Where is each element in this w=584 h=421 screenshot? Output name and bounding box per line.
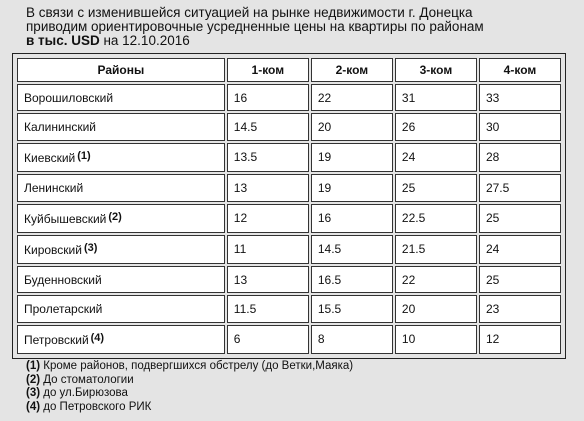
- table-row: [17, 143, 561, 172]
- price-cell: 24: [395, 143, 477, 172]
- footnote-item: [26, 401, 353, 415]
- header-4-room: 4-ком: [479, 58, 561, 82]
- price-cell: 11.5: [227, 295, 309, 322]
- district-cell: [17, 325, 225, 354]
- price-cell: 27.5: [479, 174, 561, 201]
- header-1-room: 1-ком: [227, 58, 309, 82]
- footnote-number: (2): [26, 373, 41, 386]
- price-cell: 19: [311, 143, 393, 172]
- price-cell: 11: [227, 235, 309, 264]
- district-cell: [17, 174, 225, 201]
- footnote-number: (1): [26, 360, 41, 372]
- district-name: Петровский: [24, 332, 89, 347]
- price-cell: 13: [227, 174, 309, 201]
- table-header-row: [17, 58, 561, 82]
- table-row: [17, 174, 561, 201]
- district-name: Куйбышевский: [24, 211, 107, 226]
- footnote-item: [26, 374, 353, 388]
- table-row: [17, 235, 561, 264]
- price-table: [15, 56, 563, 356]
- footnote-item: [26, 360, 353, 374]
- price-cell: 12: [227, 204, 309, 233]
- price-cell: 20: [395, 295, 477, 322]
- price-cell: 22: [395, 266, 477, 293]
- footnote-text: до Петровского РИК: [40, 400, 152, 413]
- footnotes: [26, 360, 353, 414]
- price-cell: 8: [311, 325, 393, 354]
- price-cell: 10: [395, 325, 477, 354]
- price-cell: 20: [311, 113, 393, 140]
- district-name: Киевский: [24, 150, 76, 165]
- district-name: Буденновский: [24, 272, 102, 287]
- table-row: [17, 325, 561, 354]
- district-cell: [17, 143, 225, 172]
- footnote-number: (3): [26, 387, 41, 399]
- price-cell: 24: [479, 235, 561, 264]
- table-row: [17, 266, 561, 293]
- price-cell: 13.5: [227, 143, 309, 172]
- header-3-room: 3-ком: [395, 58, 477, 82]
- price-cell: 23: [479, 295, 561, 322]
- footnote-number: (4): [26, 400, 41, 413]
- district-name: Кировский: [24, 242, 82, 257]
- price-cell: 13: [227, 266, 309, 293]
- intro-line-2: приводим ориентировочные усредненные цены на квартиры по районам: [26, 19, 484, 34]
- table-row: [17, 204, 561, 233]
- footnote-marker: (2): [108, 210, 122, 223]
- price-cell: 12: [479, 325, 561, 354]
- price-cell: 6: [227, 325, 309, 354]
- price-cell: 33: [479, 84, 561, 111]
- header-districts: Районы: [17, 58, 225, 82]
- price-table-frame: [12, 53, 566, 359]
- district-name: Ленинский: [24, 180, 84, 195]
- intro-text: [26, 6, 576, 48]
- footnote-item: [26, 387, 353, 401]
- table-row: [17, 295, 561, 322]
- price-cell: 25: [479, 204, 561, 233]
- price-cell: 16.5: [311, 266, 393, 293]
- price-cell: 21.5: [395, 235, 477, 264]
- district-cell: [17, 113, 225, 140]
- footnote-text: до ул.Бирюзова: [40, 387, 128, 399]
- district-name: Ворошиловский: [24, 90, 114, 105]
- price-cell: 30: [479, 113, 561, 140]
- price-cell: 19: [311, 174, 393, 201]
- price-cell: 22.5: [395, 204, 477, 233]
- table-row: [17, 84, 561, 111]
- price-cell: 25: [479, 266, 561, 293]
- intro-currency: в тыс. USD: [26, 33, 100, 48]
- header-2-room: 2-ком: [311, 58, 393, 82]
- price-cell: 26: [395, 113, 477, 140]
- table-row: [17, 113, 561, 140]
- intro-line-3: [26, 34, 576, 48]
- district-cell: [17, 266, 225, 293]
- footnote-text: До стоматологии: [40, 373, 134, 386]
- intro-line-1: В связи с изменившейся ситуацией на рынке недвижимости г. Донецка: [26, 5, 473, 20]
- district-cell: [17, 295, 225, 322]
- district-cell: [17, 204, 225, 233]
- price-cell: 14.5: [227, 113, 309, 140]
- district-cell: [17, 84, 225, 111]
- price-cell: 15.5: [311, 295, 393, 322]
- district-name: Пролетарский: [24, 302, 103, 317]
- district-cell: [17, 235, 225, 264]
- footnote-text: Кроме районов, подвергшихся обстрелу (до Ветки,Маяка): [40, 360, 354, 372]
- price-cell: 16: [311, 204, 393, 233]
- price-cell: 28: [479, 143, 561, 172]
- price-cell: 16: [227, 84, 309, 111]
- table-body: [17, 84, 561, 354]
- footnote-marker: (1): [77, 149, 91, 162]
- price-cell: 14.5: [311, 235, 393, 264]
- price-cell: 31: [395, 84, 477, 111]
- price-cell: 25: [395, 174, 477, 201]
- footnote-marker: (3): [83, 241, 98, 254]
- footnote-marker: (4): [90, 331, 105, 344]
- intro-date: на 12.10.2016: [99, 33, 190, 48]
- price-cell: 22: [311, 84, 393, 111]
- district-name: Калининский: [24, 120, 96, 135]
